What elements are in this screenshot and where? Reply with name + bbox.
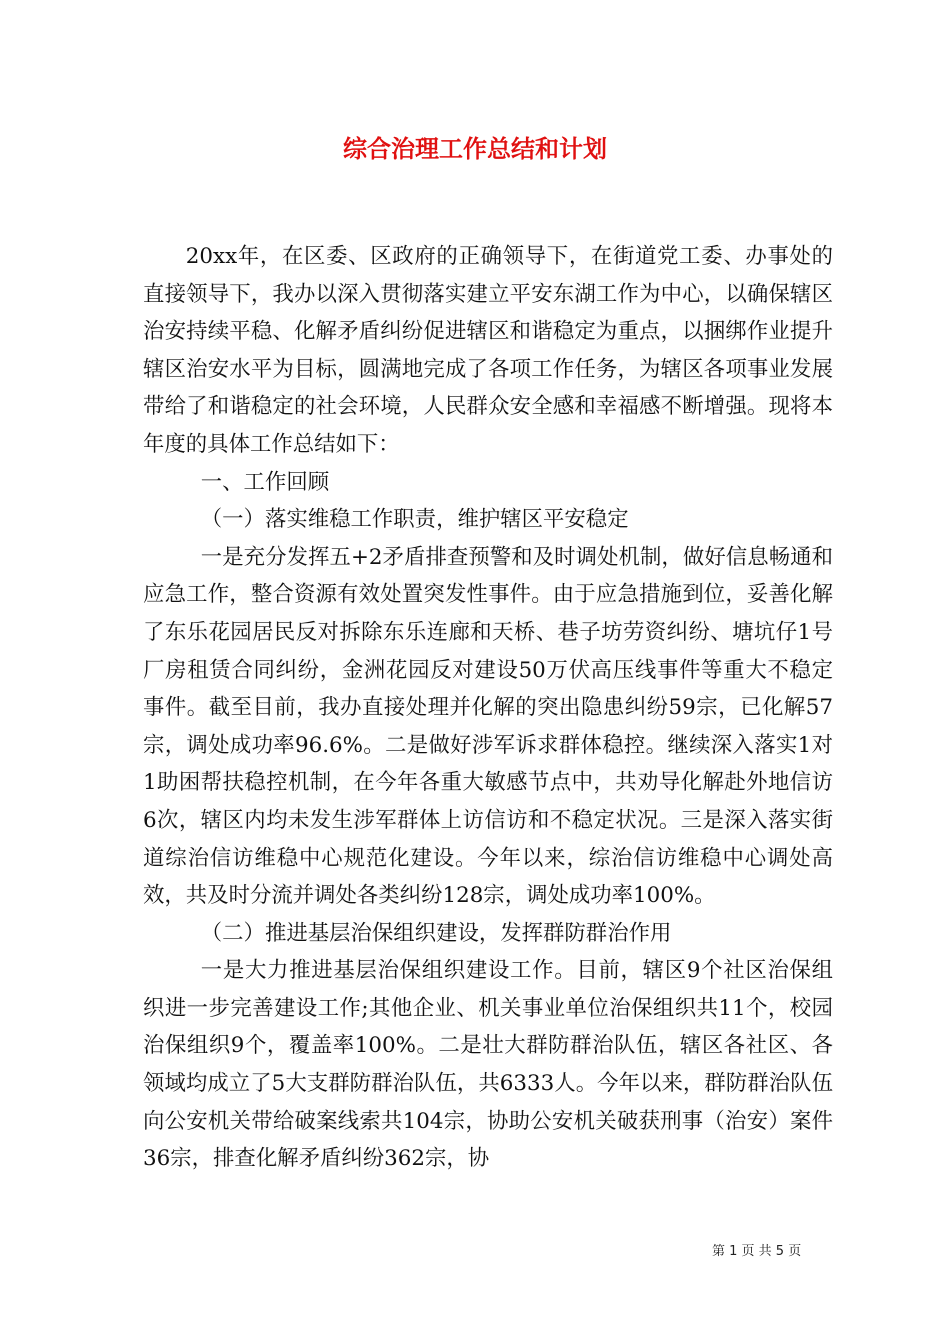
document-title: 综合治理工作总结和计划 — [343, 135, 607, 163]
subsection-heading-2: （二）推进基层治保组织建设，发挥群防群治作用 — [200, 920, 672, 946]
page-indicator: 第 1 页 共 5 页 — [712, 1244, 802, 1259]
section-heading-review: 一、工作回顾 — [200, 469, 330, 495]
paragraph-stability: 一是充分发挥五+2矛盾排查预警和及时调处机制，做好信息畅通和应急工作，整合资源有效处置突发性事件。由于应急措施到位，妥善化解了东乐花园居民反对拆除东乐连廊和天桥、巷子坊劳资纠纷、塘坑仔1号厂房租赁合同纠纷，金洲花园反对建设50万伏高压线事件等重大不稳定事件。截至目前，我办直接处理并化解的突出隐患纠纷59宗，已化解57宗，调处成功率96.6%。二是做好涉军诉求群体稳控。继续深入落实1对1助困帮扶稳控机制，在今年各重大敏感节点中，共劝导化解赴外地信访6次，辖区内均未发生涉军群体上访信访和不稳定状况。三是深入落实街道综治信访维稳中心规范化建设。今年以来，综治信访维稳中心调处高效，共及时分流并调处各类纠纷128宗，调处成功率100%。 — [143, 544, 833, 909]
subsection-heading-1: （一）落实维稳工作职责，维护辖区平安稳定 — [200, 507, 629, 533]
document-body — [143, 238, 833, 1178]
paragraph-intro: 20xx年，在区委、区政府的正确领导下，在街道党工委、办事处的直接领导下，我办以深入贯彻落实建立平安东湖工作为中心，以确保辖区治安持续平稳、化解矛盾纠纷促进辖区和谐稳定为重点，以捆绑作业提升辖区治安水平为目标，圆满地完成了各项工作任务，为辖区各项事业发展带给了和谐稳定的社会环境，人民群众安全感和幸福感不断增强。现将本年度的具体工作总结如下： — [143, 244, 833, 457]
paragraph-organization: 一是大力推进基层治保组织建设工作。目前，辖区9个社区治保组织进一步完善建设工作;其他企业、机关事业单位治保组织共11个，校园治保组织9个，覆盖率100%。二是壮大群防群治队伍，辖区各社区、各领域均成立了5大支群防群治队伍，共6333人。今年以来，群防群治队伍向公安机关带给破案线索共104宗，协助公安机关破获刑事（治安）案件36宗，排查化解矛盾纠纷362宗，协 — [143, 958, 833, 1172]
